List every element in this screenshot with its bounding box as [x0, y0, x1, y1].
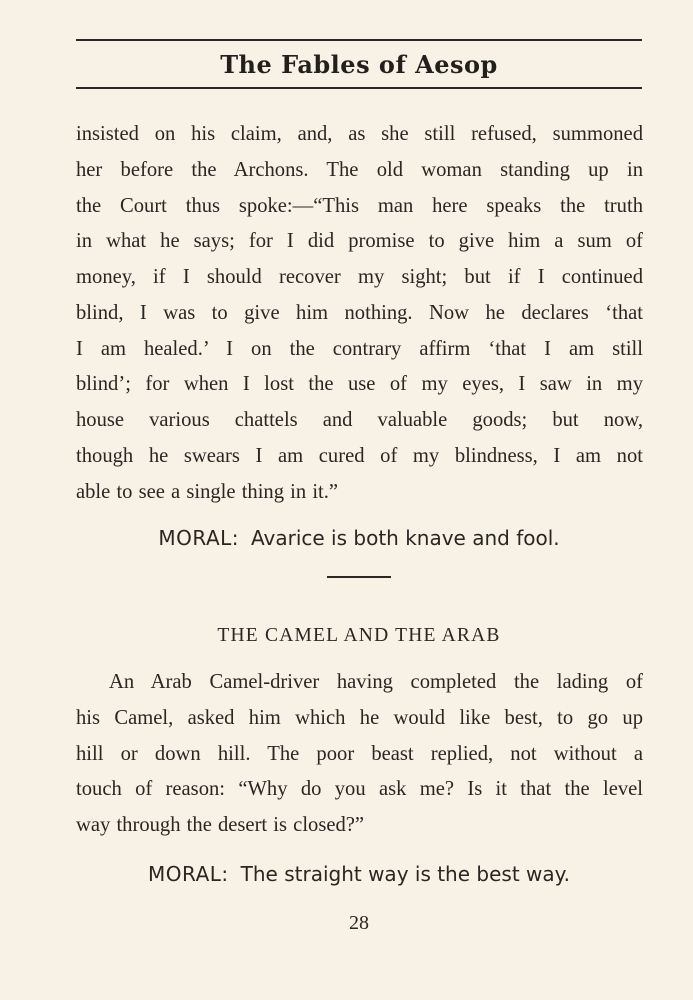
moral-tag: MORAL: [148, 862, 229, 886]
text-line: touch of reason: “Why do you ask me? Is it that the level [76, 778, 643, 801]
text-line: blind, I was to give him nothing. Now he declares ‘that [76, 301, 643, 324]
text-line: her before the Archons. The old woman standing up in [76, 158, 643, 181]
fable-title: THE CAMEL AND THE ARAB [217, 625, 501, 646]
text-line: the Court thus spoke:—“This man here speaks the truth [76, 194, 643, 217]
continued-fable-paragraph [76, 117, 643, 510]
text-line: blind’; for when I lost the use of my eyes, I saw in my [76, 373, 643, 396]
header-rule-bottom [76, 87, 642, 89]
running-head: The Fables of Aesop [220, 50, 498, 79]
page-number: 28 [349, 912, 369, 934]
header-rule-top [76, 39, 642, 41]
text-line: way through the desert is closed?” [76, 814, 365, 836]
moral-line [76, 859, 642, 889]
text-line: I am healed.’ I on the contrary affirm ‘that I am still [76, 337, 643, 360]
text-line: hill or down hill. The poor beast replied, not without a [76, 742, 643, 765]
moral-text: Avarice is both knave and fool. [251, 526, 560, 550]
text-line: in what he says; for I did promise to give him a sum of [76, 230, 643, 253]
moral-text: The straight way is the best way. [240, 862, 570, 886]
moral-tag: MORAL: [158, 526, 240, 550]
text-line: insisted on his claim, and, as she still refused, summoned [76, 123, 643, 145]
section-divider [327, 576, 391, 578]
moral-line [76, 523, 642, 553]
text-line: though he swears I am cured of my blindness, I am not [76, 444, 643, 467]
text-line: money, if I should recover my sight; but if I continued [76, 266, 643, 288]
text-line: his Camel, asked him which he would like best, to go up [76, 706, 643, 729]
text-line: An Arab Camel-driver having completed the lading of [109, 671, 643, 693]
fable-paragraph [76, 665, 643, 844]
text-line: house various chattels and valuable goods; but now, [76, 409, 643, 431]
text-line: able to see a single thing in it.” [76, 480, 339, 503]
